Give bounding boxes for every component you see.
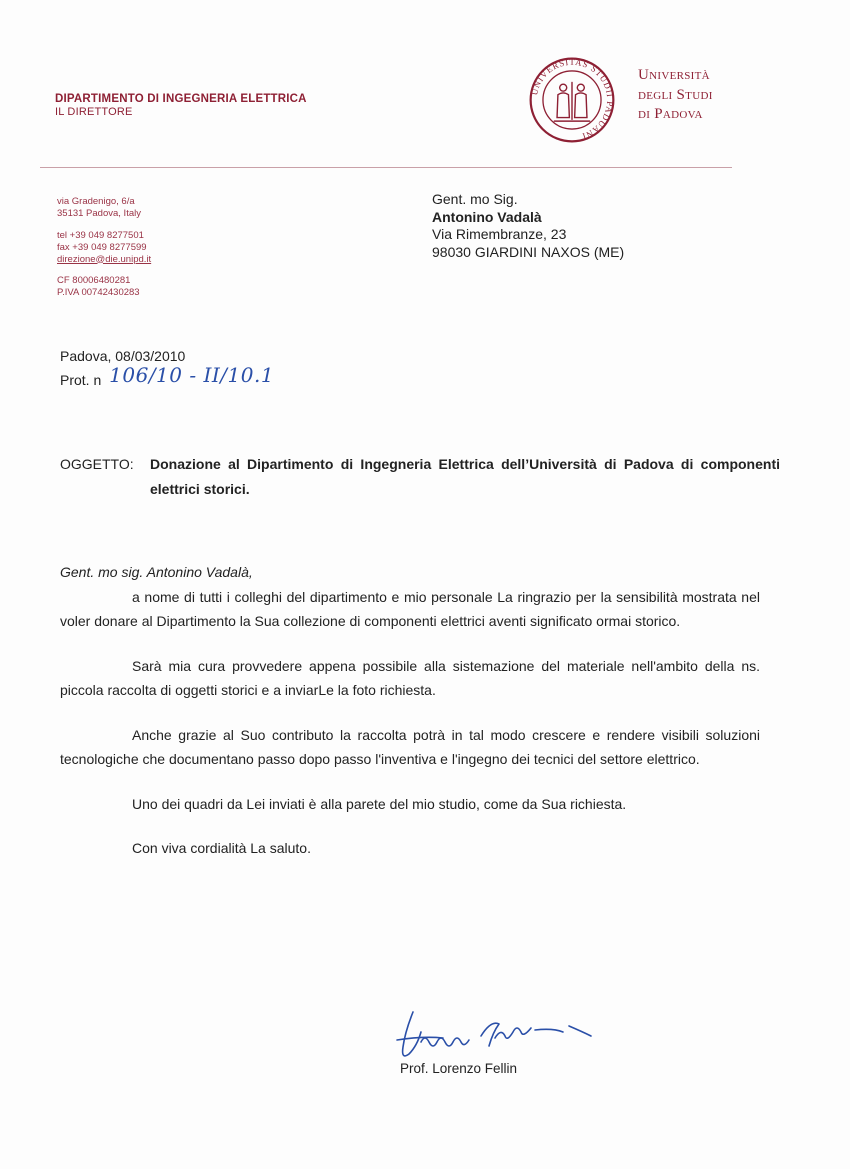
university-seal-icon [528,56,616,144]
university-name [638,66,713,125]
recipient-salutation: Gent. mo Sig. [432,191,518,207]
contact-piva: P.IVA 00742430283 [57,287,140,299]
subject-text: Donazione al Dipartimento di Ingegneria Elettrica dell’Università di Padova di componenti elettrici storici. [150,456,780,497]
subject-block [60,452,780,501]
date-protocol [60,347,274,391]
recipient-street: Via Rimembranze, 23 [432,226,567,242]
contact-email: direzione@die.unipd.it [57,253,152,265]
body-paragraph: Anche grazie al Suo contributo la raccolta potrà in tal modo crescere e rendere visibili soluzioni tecnologiche che documentano passo dopo passo l'inventiva e l'ingegno dei tecnici del settore elettrico. [60,726,760,767]
subject-label: OGGETTO: [60,456,134,472]
protocol-number: 106/10 - II/10.1 [109,363,275,388]
university-name-line: di Padova [638,106,703,122]
department-contact [57,196,151,299]
body-salutation: Gent. mo sig. Antonino Vadalà, [60,564,253,580]
department-role: IL DIRETTORE [55,106,133,119]
seal-text: UNIVERSITAS STUDII PADUANI [529,56,616,142]
contact-fax: fax +39 049 8277599 [57,241,147,253]
body-paragraph: Uno dei quadri da Lei inviati è alla parete del mio studio, come da Sua richiesta. [132,795,627,812]
letter-body [60,560,760,881]
body-paragraph: Con viva cordialità La saluto. [132,840,311,856]
body-paragraph: Sarà mia cura provvedere appena possibile alla sistemazione del materiale nell'ambito della ns. piccola raccolta di oggetti storici e a inviarLe la foto richiesta. [60,657,760,698]
body-paragraph: a nome di tutti i colleghi del dipartimento e mio personale La ringrazio per la sensibilità mostrata nel voler donare al Dipartimento la Sua collezione di componenti elettrici aventi significato ormai storico. [60,588,760,629]
department-header [55,92,307,120]
department-name: DIPARTIMENTO DI INGEGNERIA ELETTRICA [55,93,307,105]
contact-city: 35131 Padova, Italy [57,207,141,219]
recipient-name: Antonino Vadalà [432,208,542,225]
university-name-line: degli Studi [638,86,713,103]
recipient-city: 98030 GIARDINI NAXOS (ME) [432,243,625,260]
header-divider [40,167,732,168]
recipient-address [432,191,624,261]
letter-date: Padova, 08/03/2010 [60,348,186,364]
contact-street: via Gradenigo, 6/a [57,196,135,207]
contact-cf: CF 80006480281 [57,275,131,287]
signer-name: Prof. Lorenzo Fellin [400,1061,518,1076]
protocol-label: Prot. n [60,372,102,389]
university-name-line: Università [638,67,710,83]
protocol-line [60,365,274,391]
contact-tel: tel +39 049 8277501 [57,229,144,241]
